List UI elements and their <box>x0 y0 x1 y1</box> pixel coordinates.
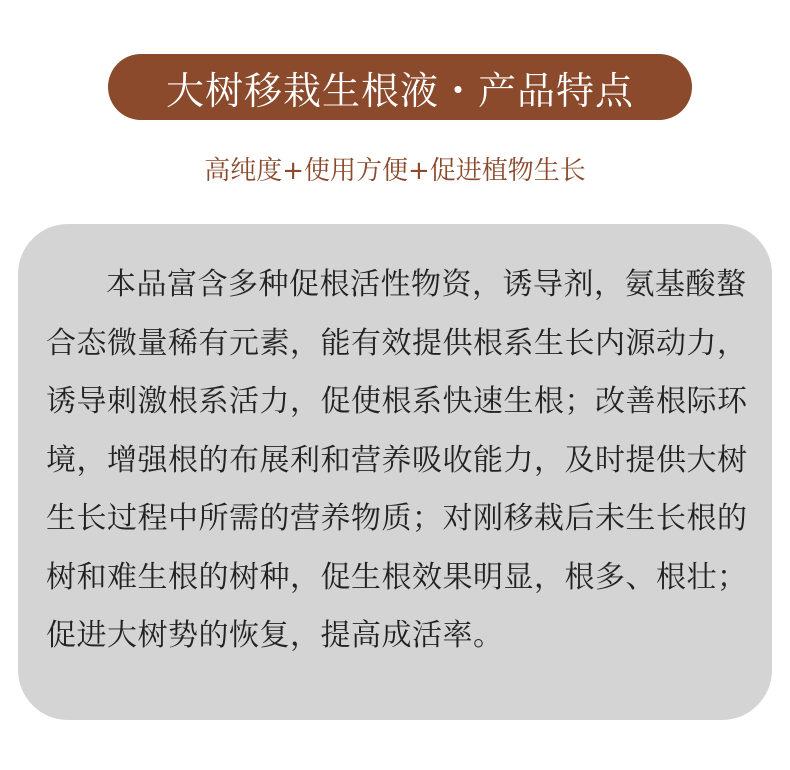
page-subtitle: 高纯度+使用方便+促进植物生长 <box>204 156 586 186</box>
description-card <box>18 224 772 720</box>
title-banner <box>108 54 692 120</box>
page-title: 大树移栽生根液・产品特点 <box>165 68 634 113</box>
description-text: 本品富含多种促根活性物资，诱导剂，氨基酸螯合态微量稀有元素，能有效提供根系生长内源动力，诱导刺激根系活力，促使根系快速生根；改善根际环境，增强根的布展利和营养吸收能力，及时提供大树生长过程中所需的营养物质；对刚移栽后未生长根的树和难生根的树种，促生根效果明显，根多、根壮；促进大树势的恢复，提高成活率。 <box>46 267 748 653</box>
